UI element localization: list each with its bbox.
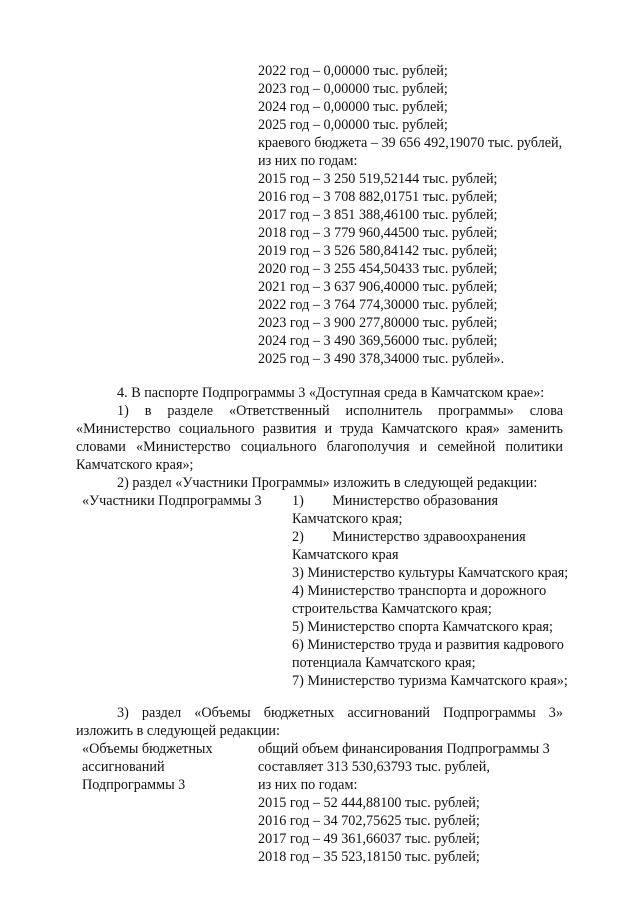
volumes-label: ассигнований (82, 759, 165, 775)
participant-line: 6) Министерство труда и развития кадрового (292, 637, 564, 653)
participant-line: Камчатского края; (292, 511, 403, 527)
budget-line: 2020 год – 3 255 454,50433 тыс. рублей; (258, 261, 498, 277)
paragraph-line: 1) в разделе «Ответственный исполнитель программы» слова (117, 403, 563, 419)
budget-line: 2021 год – 3 637 906,40000 тыс. рублей; (258, 279, 498, 295)
budget-line: краевого бюджета – 39 656 492,19070 тыс. рублей, (258, 135, 563, 151)
volumes-label: Подпрограммы 3 (82, 777, 186, 793)
participant-line: 7) Министерство туризма Камчатского края»; (292, 673, 568, 689)
paragraph-line: 3) раздел «Объемы бюджетных ассигнований Подпрограммы 3» (117, 705, 563, 721)
participant-line: 2) Министерство здравоохранения (292, 529, 526, 545)
volumes-line: из них по годам: (258, 777, 358, 793)
participant-line: Камчатского края (292, 547, 399, 563)
volumes-line: общий объем финансирования Подпрограммы 3 (258, 741, 550, 757)
budget-line: 2024 год – 3 490 369,56000 тыс. рублей; (258, 333, 498, 349)
budget-line: 2016 год – 3 708 882,01751 тыс. рублей; (258, 189, 498, 205)
budget-line: 2025 год – 3 490 378,34000 тыс. рублей». (258, 351, 505, 367)
paragraph-line: изложить в следующей редакции: (76, 723, 280, 739)
volumes-line: 2016 год – 34 702,75625 тыс. рублей; (258, 813, 480, 829)
volumes-line: 2018 год – 35 523,18150 тыс. рублей; (258, 849, 480, 865)
paragraph-line: Камчатского края»; (76, 457, 194, 473)
budget-line: 2022 год – 0,00000 тыс. рублей; (258, 63, 448, 79)
participant-line: 5) Министерство спорта Камчатского края; (292, 619, 553, 635)
paragraph-line: 2) раздел «Участники Программы» изложить в следующей редакции: (117, 475, 538, 491)
budget-line: 2022 год – 3 764 774,30000 тыс. рублей; (258, 297, 498, 313)
participant-line: 3) Министерство культуры Камчатского края; (292, 565, 569, 581)
budget-line: из них по годам: (258, 153, 358, 169)
volumes-line: 2015 год – 52 444,88100 тыс. рублей; (258, 795, 480, 811)
section-heading: 4. В паспорте Подпрограммы 3 «Доступная среда в Камчатском крае»: (117, 385, 545, 401)
participant-line: 1) Министерство образования (292, 493, 499, 509)
budget-line: 2017 год – 3 851 388,46100 тыс. рублей; (258, 207, 498, 223)
participant-line: 4) Министерство транспорта и дорожного (292, 583, 547, 599)
volumes-label: «Объемы бюджетных (82, 741, 213, 757)
paragraph-line: словами «Министерство социального благополучия и семейной политики (76, 439, 563, 455)
participants-label: «Участники Подпрограммы 3 (82, 493, 262, 509)
participant-line: потенциала Камчатского края; (292, 655, 476, 671)
budget-line: 2023 год – 3 900 277,80000 тыс. рублей; (258, 315, 498, 331)
budget-line: 2015 год – 3 250 519,52144 тыс. рублей; (258, 171, 498, 187)
budget-line: 2024 год – 0,00000 тыс. рублей; (258, 99, 448, 115)
budget-line: 2025 год – 0,00000 тыс. рублей; (258, 117, 448, 133)
budget-line: 2019 год – 3 526 580,84142 тыс. рублей; (258, 243, 498, 259)
budget-line: 2023 год – 0,00000 тыс. рублей; (258, 81, 448, 97)
participant-line: строительства Камчатского края; (292, 601, 492, 617)
volumes-line: составляет 313 530,63793 тыс. рублей, (258, 759, 490, 775)
budget-line: 2018 год – 3 779 960,44500 тыс. рублей; (258, 225, 498, 241)
paragraph-line: «Министерство социального развития и труда Камчатского края» заменить (76, 421, 563, 437)
volumes-line: 2017 год – 49 361,66037 тыс. рублей; (258, 831, 480, 847)
